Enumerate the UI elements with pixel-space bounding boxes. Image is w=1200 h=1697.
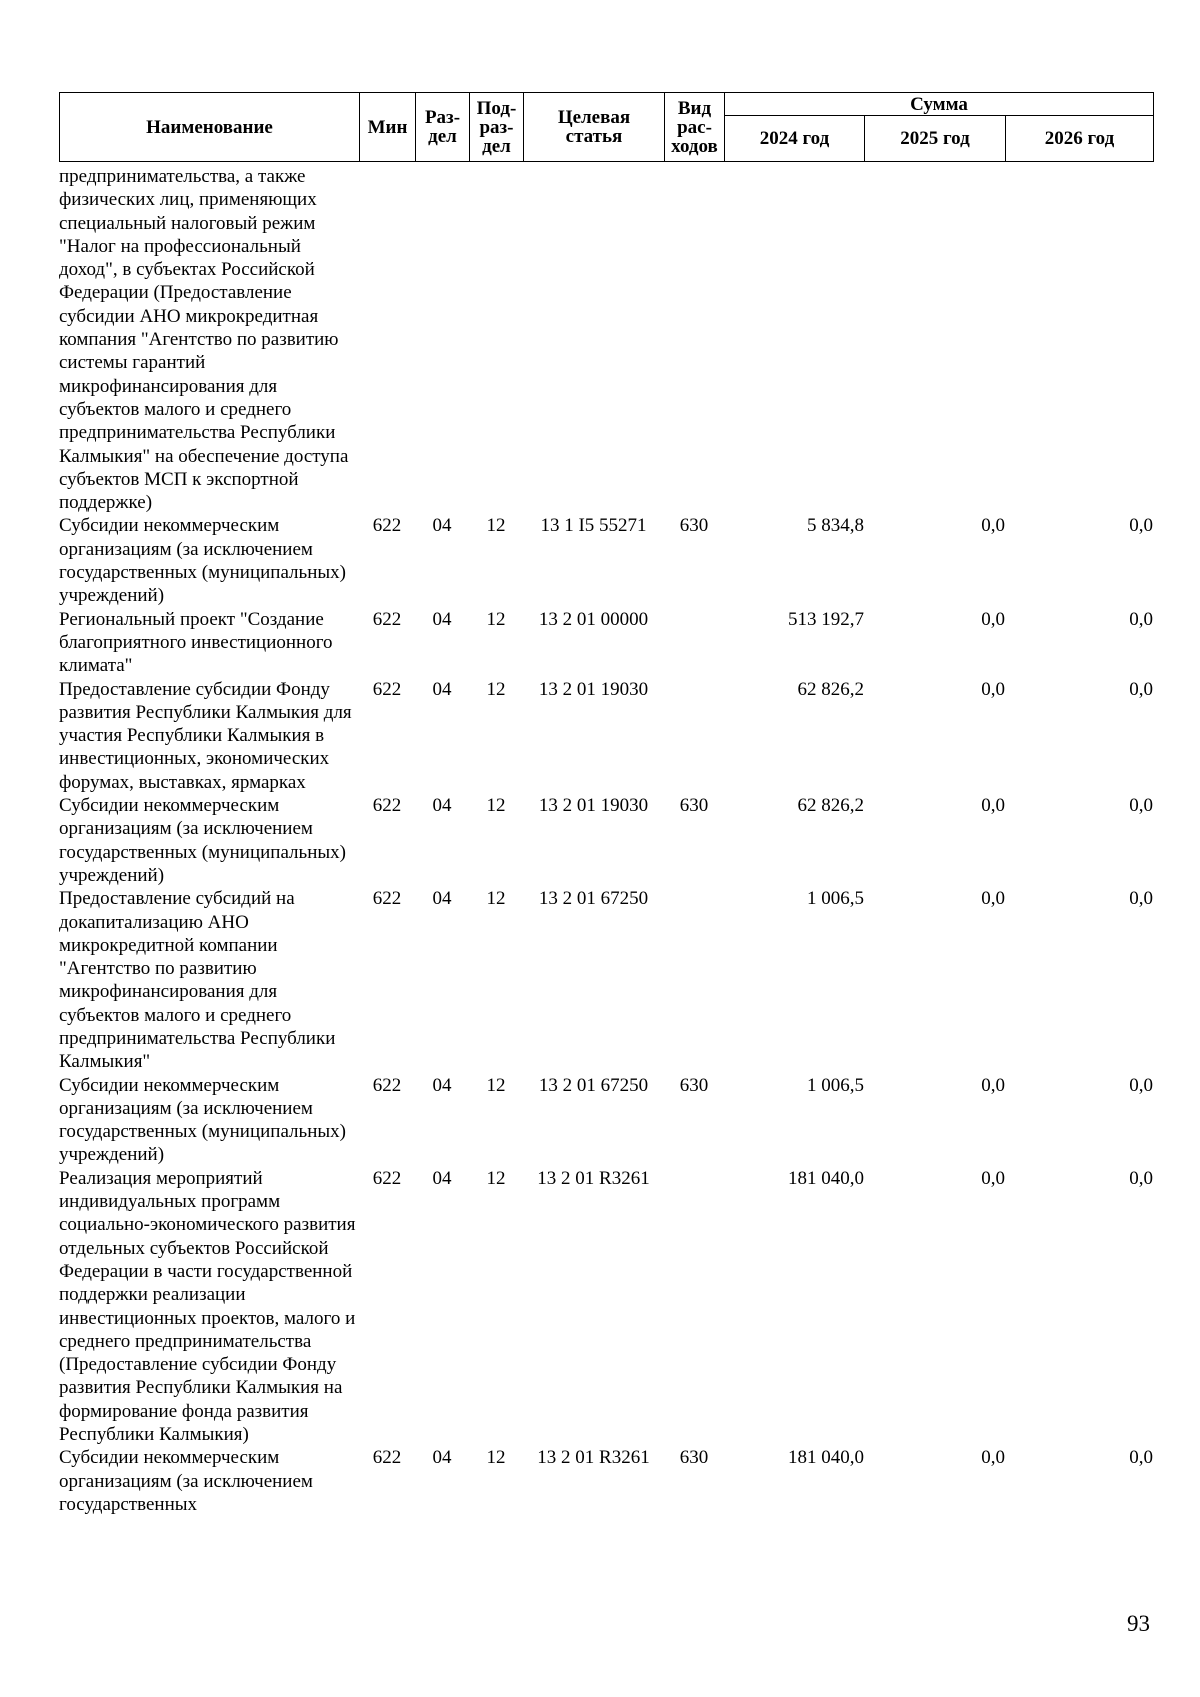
table-row xyxy=(59,165,1153,514)
row-name: Субсидии некоммерческим организациям (за исключением государственных xyxy=(59,1447,313,1515)
header-sum: Сумма xyxy=(725,93,1154,116)
header-2024: 2024 год xyxy=(725,116,865,162)
row-sum-2026: 0,0 xyxy=(1129,1447,1153,1469)
header-podrazdel: Под- раз- дел xyxy=(470,93,524,162)
row-razdel: 04 xyxy=(432,1447,452,1469)
row-name: Реализация мероприятий индивидуальных программ социально-экономического развития отдельных субъектов Российской Федерации в части государственной поддержки реализации инвестиционных проектов, малого и среднего предпринимательства (Предоставление субсидии Фонду развития Республики Калмыкия на формирование фонда развития Республики Калмыкия) xyxy=(59,1167,356,1446)
header-2026: 2026 год xyxy=(1006,116,1154,162)
row-sum-2024: 5 834,8 xyxy=(807,515,864,537)
row-vid xyxy=(664,678,724,794)
row-sum-2025: 0,0 xyxy=(981,795,1005,817)
table-body xyxy=(59,165,1153,1516)
header-min: Мин xyxy=(360,93,416,162)
row-sum-2025 xyxy=(864,165,1005,514)
row-sum-2025: 0,0 xyxy=(981,608,1005,630)
row-sum-2024: 513 192,7 xyxy=(788,608,864,630)
row-razdel xyxy=(415,165,469,514)
row-sum-2026 xyxy=(1005,165,1153,514)
row-target xyxy=(523,165,664,514)
row-target: 13 2 01 67250 xyxy=(538,1074,649,1096)
row-sum-2024: 181 040,0 xyxy=(788,1167,864,1189)
row-vid: 630 xyxy=(679,795,709,817)
row-podrazdel: 12 xyxy=(486,795,506,817)
header-razdel: Раз- дел xyxy=(416,93,470,162)
row-podrazdel: 12 xyxy=(486,1447,506,1469)
row-razdel: 04 xyxy=(432,888,452,910)
row-vid xyxy=(664,608,724,678)
row-vid: 630 xyxy=(679,515,709,537)
row-podrazdel xyxy=(469,165,523,514)
row-sum-2025: 0,0 xyxy=(981,1074,1005,1096)
row-sum-2024: 1 006,5 xyxy=(807,888,864,910)
row-target: 13 2 01 R3261 xyxy=(537,1167,650,1189)
table-row xyxy=(59,1167,1153,1447)
row-razdel: 04 xyxy=(432,1074,452,1096)
row-razdel: 04 xyxy=(432,515,452,537)
table-row xyxy=(59,608,1153,678)
row-min: 622 xyxy=(372,678,402,700)
header-2025: 2025 год xyxy=(865,116,1006,162)
row-min: 622 xyxy=(372,1447,402,1469)
row-razdel: 04 xyxy=(432,795,452,817)
row-sum-2024: 1 006,5 xyxy=(807,1074,864,1096)
row-podrazdel: 12 xyxy=(486,1167,506,1189)
row-razdel: 04 xyxy=(432,1167,452,1189)
row-min xyxy=(359,165,415,514)
table-row xyxy=(59,1074,1153,1167)
table-row xyxy=(59,1446,1153,1516)
table-row xyxy=(59,794,1153,887)
row-sum-2025: 0,0 xyxy=(981,888,1005,910)
row-podrazdel: 12 xyxy=(486,678,506,700)
row-target: 13 2 01 00000 xyxy=(538,608,649,630)
row-vid xyxy=(664,887,724,1073)
row-podrazdel: 12 xyxy=(486,608,506,630)
row-min: 622 xyxy=(372,795,402,817)
row-min: 622 xyxy=(372,515,402,537)
row-min: 622 xyxy=(372,1074,402,1096)
row-razdel: 04 xyxy=(432,678,452,700)
row-target: 13 2 01 R3261 xyxy=(537,1447,650,1469)
row-name: Субсидии некоммерческим организациям (за исключением государственных (муниципальных) учреждений) xyxy=(59,515,346,607)
row-razdel: 04 xyxy=(432,608,452,630)
row-sum-2025: 0,0 xyxy=(981,515,1005,537)
row-vid xyxy=(664,165,724,514)
row-name: Региональный проект "Создание благоприятного инвестиционного климата" xyxy=(59,608,333,677)
row-vid xyxy=(664,1167,724,1447)
row-sum-2025: 0,0 xyxy=(981,678,1005,700)
budget-table-page xyxy=(59,92,1153,1516)
header-vid: Вид рас- ходов xyxy=(665,93,725,162)
page-number: 93 xyxy=(1127,1611,1150,1636)
row-sum-2026: 0,0 xyxy=(1129,608,1153,630)
row-sum-2026: 0,0 xyxy=(1129,888,1153,910)
table-header xyxy=(59,92,1154,162)
table-row xyxy=(59,514,1153,607)
row-min: 622 xyxy=(372,608,402,630)
row-sum-2026: 0,0 xyxy=(1129,795,1153,817)
row-min: 622 xyxy=(372,1167,402,1189)
row-podrazdel: 12 xyxy=(486,1074,506,1096)
row-podrazdel: 12 xyxy=(486,515,506,537)
row-target: 13 2 01 19030 xyxy=(538,678,649,700)
row-sum-2024: 62 826,2 xyxy=(797,795,864,817)
row-sum-2026: 0,0 xyxy=(1129,678,1153,700)
row-sum-2026: 0,0 xyxy=(1129,1167,1153,1189)
row-podrazdel: 12 xyxy=(486,888,506,910)
header-name: Наименование xyxy=(60,93,360,162)
row-target: 13 2 01 19030 xyxy=(538,795,649,817)
row-name: Субсидии некоммерческим организациям (за исключением государственных (муниципальных) учреждений) xyxy=(59,1074,346,1166)
table-row xyxy=(59,678,1153,794)
row-sum-2024 xyxy=(724,165,864,514)
table-row xyxy=(59,887,1153,1073)
row-target: 13 1 I5 55271 xyxy=(540,515,647,537)
row-name: Предоставление субсидии Фонду развития Республики Калмыкия для участия Республики Калмыкия в инвестиционных, экономических форумах, выставках, ярмарках xyxy=(59,678,352,793)
row-vid: 630 xyxy=(679,1074,709,1096)
header-target: Целевая статья xyxy=(524,93,665,162)
row-sum-2025: 0,0 xyxy=(981,1167,1005,1189)
row-name: Предоставление субсидий на докапитализацию АНО микрокредитной компании "Агентство по развитию микрофинансирования для субъектов малого и среднего предпринимательства Республики Калмыкия" xyxy=(59,888,336,1073)
row-sum-2024: 181 040,0 xyxy=(788,1447,864,1469)
row-vid: 630 xyxy=(679,1447,709,1469)
row-target: 13 2 01 67250 xyxy=(538,888,649,910)
row-name: Субсидии некоммерческим организациям (за исключением государственных (муниципальных) учреждений) xyxy=(59,795,346,886)
row-sum-2025: 0,0 xyxy=(981,1447,1005,1469)
row-name: предпринимательства, а также физических лиц, применяющих специальный налоговый режим "Налог на профессиональный доход", в субъектах Российской Федерации (Предоставление субсидии АНО микрокредитная компания "Агентство по развитию системы гарантий микрофинансирования для субъектов малого и среднего предпринимательства Республики Калмыкия" на обеспечение доступа субъектов МСП к экспортной поддержке) xyxy=(59,166,349,514)
row-sum-2026: 0,0 xyxy=(1129,1074,1153,1096)
row-sum-2024: 62 826,2 xyxy=(797,678,864,700)
row-sum-2026: 0,0 xyxy=(1129,515,1153,537)
row-min: 622 xyxy=(372,888,402,910)
